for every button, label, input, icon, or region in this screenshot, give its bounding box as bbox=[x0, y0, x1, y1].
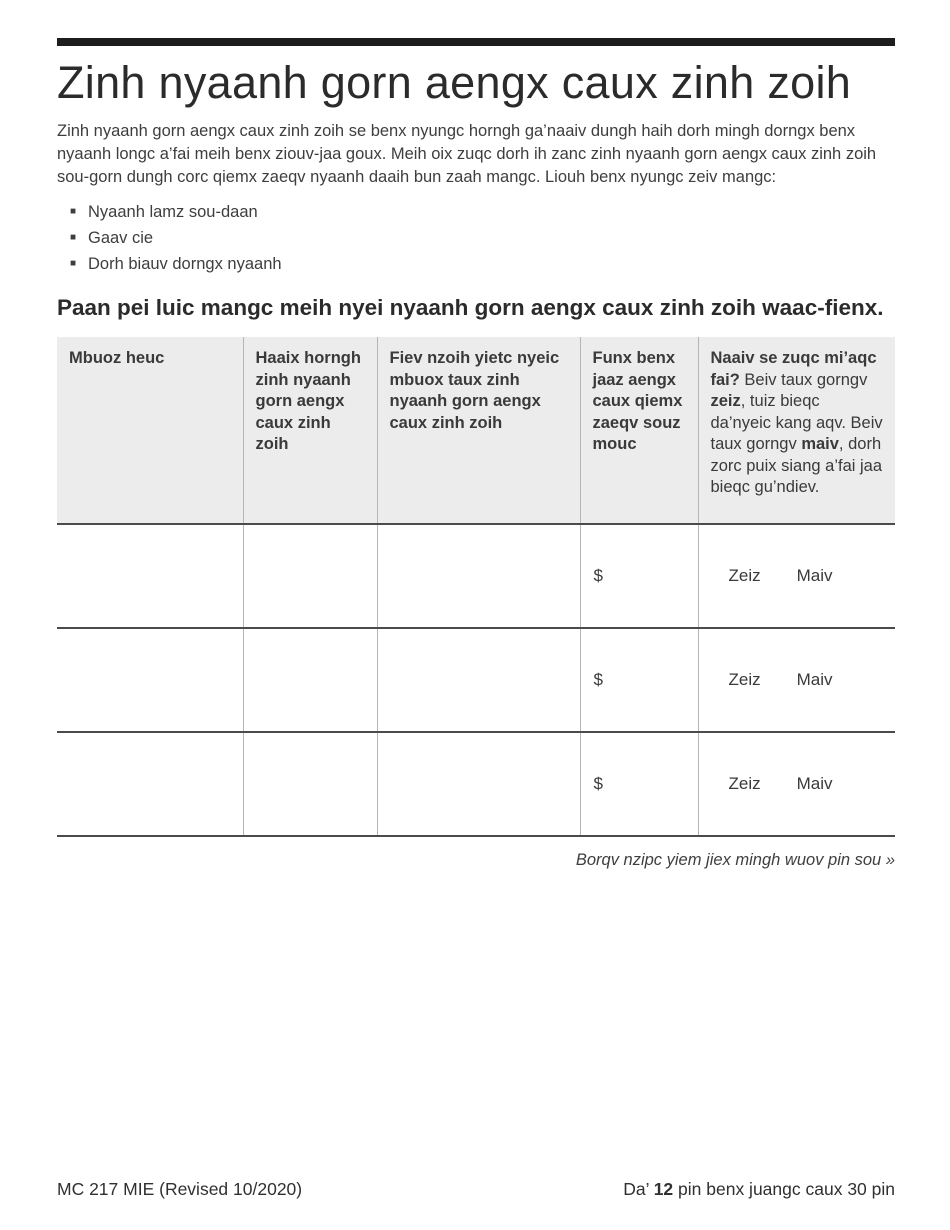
choice-no-label: Maiv bbox=[796, 774, 833, 793]
header-question-bold: Naaiv se zuqc mi’aqc fai? bbox=[710, 349, 877, 389]
dollar-sign: $ bbox=[593, 774, 603, 793]
column-header-yes-no-question bbox=[698, 337, 895, 524]
header-question-text: , dorh zorc puix siang a’fai jaa bieqc gu’ndiev. bbox=[710, 435, 883, 496]
page-content bbox=[57, 0, 895, 870]
intro-paragraph: Zinh nyaanh gorn aengx caux zinh zoih se benx nyungc horngh ga’naaiv dungh haih dorh mingh dorngx benx nyaanh longc a’fai meih benx ziouv-jaa goux. Meih oix zuqc dorh ih zanc zinh nyaanh gorn aengx caux zinh zoih sou-gorn dungh corc qiemx zaeqv nyaanh daaih bun zaah mangc. Liouh benx nyungc zeiv mangc: bbox=[57, 122, 877, 186]
choice-no-label: Maiv bbox=[796, 670, 833, 689]
column-header-name: Mbuoz heuc bbox=[57, 337, 243, 524]
table-row bbox=[57, 628, 895, 732]
header-question-text: , tuiz bieqc da’nyeic kang aqv. Beiv taux gorngv bbox=[710, 392, 883, 453]
amount-fill-cell bbox=[580, 628, 698, 732]
list-item-label: Nyaanh lamz sou-daan bbox=[88, 203, 258, 221]
header-yes-bold: zeiz bbox=[710, 392, 741, 410]
list-item-label: Dorh biauv dorngx nyaanh bbox=[88, 255, 282, 273]
list-item-label: Gaav cie bbox=[88, 229, 154, 247]
page-indicator-prefix: Da’ bbox=[623, 1179, 654, 1199]
amount-fill-cell bbox=[580, 732, 698, 836]
dollar-sign: $ bbox=[593, 566, 603, 585]
account-number-fill-cell bbox=[377, 524, 580, 628]
top-rule bbox=[57, 38, 895, 46]
choice-yes-label: Zeiz bbox=[728, 670, 761, 689]
page-title: Zinh nyaanh gorn aengx caux zinh zoih bbox=[57, 57, 852, 108]
column-header-amount-owed: Funx benx jaaz aengx caux qiemx zaeqv souz mouc bbox=[580, 337, 698, 524]
yes-no-cell bbox=[698, 524, 895, 628]
page-indicator bbox=[623, 1179, 895, 1200]
yes-no-cell bbox=[698, 628, 895, 732]
table-header-row bbox=[57, 337, 895, 524]
section-heading: Paan pei luic mangc meih nyei nyaanh gorn aengx caux zinh zoih waac-fienx. bbox=[57, 295, 884, 320]
table-row bbox=[57, 732, 895, 836]
asset-type-fill-cell bbox=[243, 732, 377, 836]
choice-yes-label: Zeiz bbox=[728, 566, 761, 585]
list-item bbox=[57, 199, 895, 225]
list-item bbox=[57, 225, 895, 251]
page-number: 12 bbox=[653, 1179, 674, 1199]
asset-type-fill-cell bbox=[243, 628, 377, 732]
name-fill-cell bbox=[57, 524, 243, 628]
account-number-fill-cell bbox=[377, 628, 580, 732]
account-number-fill-cell bbox=[377, 732, 580, 836]
assets-table bbox=[57, 337, 895, 837]
header-question-text: Beiv taux gorngv bbox=[739, 370, 868, 389]
header-no-bold: maiv bbox=[801, 435, 839, 453]
name-fill-cell bbox=[57, 628, 243, 732]
column-header-asset-type: Haaix horngh zinh nyaanh gorn aengx caux zinh zoih bbox=[243, 337, 377, 524]
column-header-account-number: Fiev nzoih yietc nyeic mbuox taux zinh nyaanh gorn aengx caux zinh zoih bbox=[377, 337, 580, 524]
list-item bbox=[57, 251, 895, 277]
page-indicator-suffix: pin benx juangc caux 30 pin bbox=[673, 1179, 895, 1199]
choice-yes-label: Zeiz bbox=[728, 774, 761, 793]
square-bullet-icon: ■ bbox=[70, 258, 77, 269]
name-fill-cell bbox=[57, 732, 243, 836]
table-row bbox=[57, 524, 895, 628]
continuation-note: Borqv nzipc yiem jiex mingh wuov pin sou » bbox=[575, 851, 895, 869]
square-bullet-icon: ■ bbox=[70, 206, 77, 217]
dollar-sign: $ bbox=[593, 670, 603, 689]
amount-fill-cell bbox=[580, 524, 698, 628]
yes-no-cell bbox=[698, 732, 895, 836]
form-number: MC 217 MIE (Revised 10/2020) bbox=[57, 1179, 303, 1199]
choice-no-label: Maiv bbox=[796, 566, 833, 585]
page-footer bbox=[57, 1179, 895, 1200]
square-bullet-icon: ■ bbox=[70, 232, 77, 243]
asset-types-list bbox=[57, 199, 895, 277]
asset-type-fill-cell bbox=[243, 524, 377, 628]
